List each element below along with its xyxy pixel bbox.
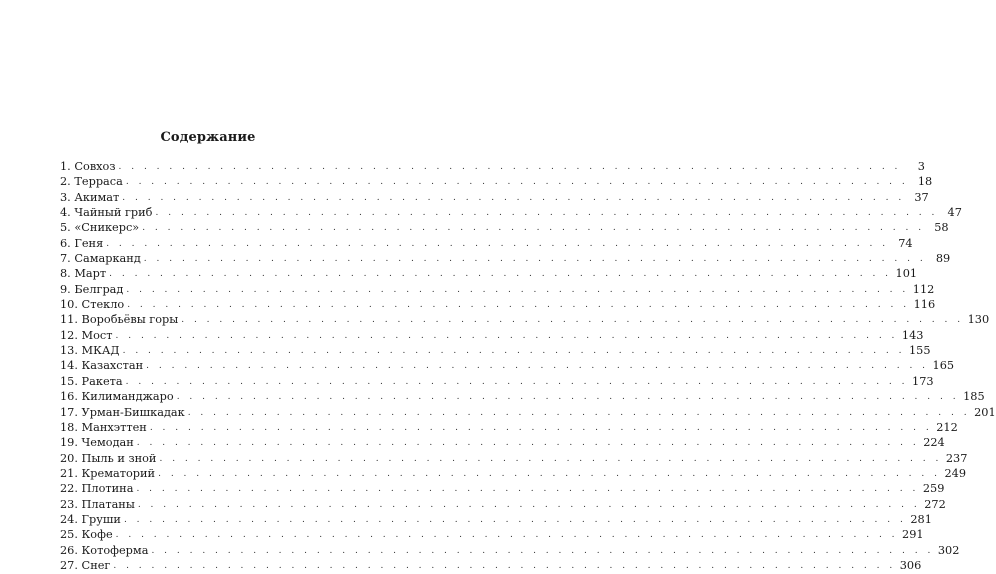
- toc-entry-title: 8. Март: [60, 267, 107, 281]
- toc-entry-title: 21. Крематорий: [60, 466, 156, 480]
- dot-leader: . . . . . . . . . . . . . . . . . . . . . . . . . . . . . . . . . . . . . . . . . . . . . . . . . . . . . . . . . . . . . .: [155, 208, 938, 219]
- toc-entry-page-number: 302: [937, 543, 960, 557]
- toc-entry-page-number: 155: [909, 344, 931, 358]
- toc-entry: [60, 159, 925, 174]
- toc-entry-title: 19. Чемодан: [60, 436, 134, 450]
- toc-entry-page-number: 47: [947, 206, 962, 220]
- toc-entry: [60, 389, 985, 404]
- toc-entry: [60, 497, 946, 512]
- dot-leader: . . . . . . . . . . . . . . . . . . . . . . . . . . . . . . . . . . . . . . . . . . . . . . . . . . . . . . . . . . . . . .: [113, 560, 896, 571]
- toc-entry-title: 3. Акимат: [60, 190, 120, 204]
- toc-entry: [60, 420, 958, 435]
- dot-leader: . . . . . . . . . . . . . . . . . . . . . . . . . . . . . . . . . . . . . . . . . . . . . . . . . . . . . . . . . . . . . .: [158, 468, 941, 479]
- dot-leader: . . . . . . . . . . . . . . . . . . . . . . . . . . . . . . . . . . . . . . . . . . . . . . . . . . . . . . . . . . . . . .: [122, 192, 905, 203]
- toc-entry: [60, 190, 929, 205]
- toc-entry-page-number: 18: [917, 175, 933, 189]
- toc-entry: [60, 236, 913, 251]
- toc-entry: [60, 405, 996, 420]
- dot-leader: . . . . . . . . . . . . . . . . . . . . . . . . . . . . . . . . . . . . . . . . . . . . . . . . . . . . . . . . . . . . . .: [136, 484, 919, 495]
- toc-entry-title: 12. Мост: [60, 328, 113, 342]
- dot-leader: . . . . . . . . . . . . . . . . . . . . . . . . . . . . . . . . . . . . . . . . . . . . . . . . . . . . . . . . . . . . . .: [146, 361, 929, 372]
- toc-entry: [60, 358, 955, 373]
- dot-leader: . . . . . . . . . . . . . . . . . . . . . . . . . . . . . . . . . . . . . . . . . . . . . . . . . . . . . . . . . . . . . .: [115, 330, 898, 341]
- toc-entry-title: 27. Снег: [60, 558, 111, 572]
- toc-entry-page-number: 237: [945, 451, 968, 465]
- dot-leader: . . . . . . . . . . . . . . . . . . . . . . . . . . . . . . . . . . . . . . . . . . . . . . . . . . . . . . . . . . . . . .: [181, 315, 964, 326]
- toc-entry-page-number: 58: [934, 221, 949, 235]
- toc-entry-page-number: 37: [914, 190, 929, 204]
- toc-entry-title: 13. МКАД: [60, 344, 120, 358]
- toc-entry: [60, 282, 935, 297]
- dot-leader: . . . . . . . . . . . . . . . . . . . . . . . . . . . . . . . . . . . . . . . . . . . . . . . . . . . . . . . . . . . . . .: [142, 223, 925, 234]
- toc-entry: [60, 343, 931, 358]
- toc-entry-page-number: 272: [924, 497, 946, 511]
- toc-entry-title: 10. Стекло: [60, 298, 125, 312]
- toc-entry-title: 2. Терраса: [60, 175, 123, 189]
- toc-entry-title: 24. Груши: [60, 512, 121, 526]
- toc-entry: [60, 174, 933, 189]
- toc-entry: [60, 543, 960, 558]
- toc-entry-page-number: 291: [902, 528, 924, 542]
- toc-entry-page-number: 112: [912, 282, 935, 296]
- toc-entry-title: 20. Пыль и зной: [60, 451, 157, 465]
- dot-leader: . . . . . . . . . . . . . . . . . . . . . . . . . . . . . . . . . . . . . . . . . . . . . . . . . . . . . . . . . . . . . .: [151, 545, 934, 556]
- toc-entry-page-number: 89: [935, 252, 951, 266]
- toc-entry-page-number: 130: [967, 313, 990, 327]
- toc-entry-page-number: 306: [899, 558, 922, 572]
- toc-entry: [60, 435, 945, 450]
- dot-leader: . . . . . . . . . . . . . . . . . . . . . . . . . . . . . . . . . . . . . . . . . . . . . . . . . . . . . . . . . . . . . .: [122, 346, 905, 357]
- dot-leader: . . . . . . . . . . . . . . . . . . . . . . . . . . . . . . . . . . . . . . . . . . . . . . . . . . . . . . . . . . . . . .: [159, 453, 942, 464]
- toc-entry-title: 15. Ракета: [60, 374, 123, 388]
- dot-leader: . . . . . . . . . . . . . . . . . . . . . . . . . . . . . . . . . . . . . . . . . . . . . . . . . . . . . . . . . . . . . .: [106, 238, 889, 249]
- dot-leader: . . . . . . . . . . . . . . . . . . . . . . . . . . . . . . . . . . . . . . . . . . . . . . . . . . . . . . . . . . . . . .: [125, 376, 909, 387]
- toc-entry-page-number: 249: [944, 466, 967, 480]
- toc-list: [60, 159, 996, 573]
- toc-entry: [60, 451, 968, 466]
- toc-entry-page-number: 74: [898, 236, 913, 250]
- dot-leader: . . . . . . . . . . . . . . . . . . . . . . . . . . . . . . . . . . . . . . . . . . . . . . . . . . . . . . . . . . . . . .: [115, 530, 899, 541]
- dot-leader: . . . . . . . . . . . . . . . . . . . . . . . . . . . . . . . . . . . . . . . . . . . . . . . . . . . . . . . . . . . . . .: [126, 284, 909, 295]
- toc-entry-page-number: 173: [912, 374, 934, 388]
- toc-entry-title: 22. Плотина: [60, 482, 134, 496]
- dot-leader: . . . . . . . . . . . . . . . . . . . . . . . . . . . . . . . . . . . . . . . . . . . . . . . . . . . . . . . . . . . . . .: [109, 269, 892, 280]
- dot-leader: . . . . . . . . . . . . . . . . . . . . . . . . . . . . . . . . . . . . . . . . . . . . . . . . . . . . . . . . . . . . . .: [136, 438, 920, 449]
- toc-entry-page-number: 3: [917, 160, 925, 173]
- toc-entry-title: 17. Урман-Бишкадак: [60, 405, 185, 419]
- toc-title: Содержание: [160, 130, 256, 145]
- dot-leader: . . . . . . . . . . . . . . . . . . . . . . . . . . . . . . . . . . . . . . . . . . . . . . . . . . . . . . . . . . . . . .: [118, 162, 901, 172]
- toc-entry-title: 5. «Сникерс»: [60, 221, 140, 235]
- toc-entry-page-number: 143: [901, 328, 924, 342]
- toc-entry-title: 9. Белград: [60, 282, 124, 296]
- dot-leader: . . . . . . . . . . . . . . . . . . . . . . . . . . . . . . . . . . . . . . . . . . . . . . . . . . . . . . . . . . . . . .: [123, 514, 907, 525]
- dot-leader: . . . . . . . . . . . . . . . . . . . . . . . . . . . . . . . . . . . . . . . . . . . . . . . . . . . . . . . . . . . . . .: [127, 300, 910, 311]
- toc-entry-page-number: 281: [910, 512, 932, 526]
- toc-entry: [60, 558, 922, 573]
- toc-entry: [60, 527, 924, 542]
- toc-entry-page-number: 101: [895, 267, 918, 281]
- toc-entry: [60, 466, 967, 481]
- toc-entry-title: 18. Манхэттен: [60, 420, 147, 434]
- toc-entry-page-number: 185: [963, 390, 985, 404]
- toc-entry: [60, 205, 962, 220]
- dot-leader: . . . . . . . . . . . . . . . . . . . . . . . . . . . . . . . . . . . . . . . . . . . . . . . . . . . . . . . . . . . . . .: [125, 177, 909, 188]
- dot-leader: . . . . . . . . . . . . . . . . . . . . . . . . . . . . . . . . . . . . . . . . . . . . . . . . . . . . . . . . . . . . . .: [176, 392, 960, 403]
- toc-entry-title: 26. Котоферма: [60, 543, 149, 557]
- toc-entry-title: 14. Казахстан: [60, 359, 144, 373]
- toc-entry-title: 25. Кофе: [60, 528, 113, 542]
- toc-entry: [60, 328, 924, 343]
- toc-entry: [60, 312, 990, 327]
- toc-entry: [60, 512, 932, 527]
- toc-entry: [60, 266, 918, 281]
- dot-leader: . . . . . . . . . . . . . . . . . . . . . . . . . . . . . . . . . . . . . . . . . . . . . . . . . . . . . . . . . . . . . .: [149, 422, 933, 433]
- toc-entry-title: 1. Совхоз: [60, 160, 116, 173]
- toc-entry-page-number: 116: [913, 298, 936, 312]
- toc-entry-title: 4. Чайный гриб: [60, 206, 153, 220]
- toc-entry: [60, 297, 936, 312]
- toc-entry: [60, 220, 949, 235]
- dot-leader: . . . . . . . . . . . . . . . . . . . . . . . . . . . . . . . . . . . . . . . . . . . . . . . . . . . . . . . . . . . . . .: [143, 254, 927, 265]
- toc-entry: [60, 374, 934, 389]
- toc-entry-title: 23. Платаны: [60, 497, 135, 511]
- dot-leader: . . . . . . . . . . . . . . . . . . . . . . . . . . . . . . . . . . . . . . . . . . . . . . . . . . . . . . . . . . . . . .: [137, 499, 921, 510]
- toc-entry-page-number: 212: [936, 420, 958, 434]
- toc-entry-title: 16. Килиманджаро: [60, 390, 174, 404]
- toc-entry-title: 7. Самарканд: [60, 252, 141, 266]
- toc-entry-page-number: 165: [932, 359, 955, 373]
- toc-entry: [60, 251, 951, 266]
- toc-entry: [60, 481, 945, 496]
- toc-entry-title: 11. Воробьёвы горы: [60, 313, 179, 327]
- toc-entry-page-number: 201: [974, 405, 996, 419]
- toc-entry-title: 6. Геня: [60, 236, 104, 250]
- dot-leader: . . . . . . . . . . . . . . . . . . . . . . . . . . . . . . . . . . . . . . . . . . . . . . . . . . . . . . . . . . . . . .: [187, 407, 971, 418]
- toc-entry-page-number: 224: [923, 436, 945, 450]
- toc-entry-page-number: 259: [922, 482, 945, 496]
